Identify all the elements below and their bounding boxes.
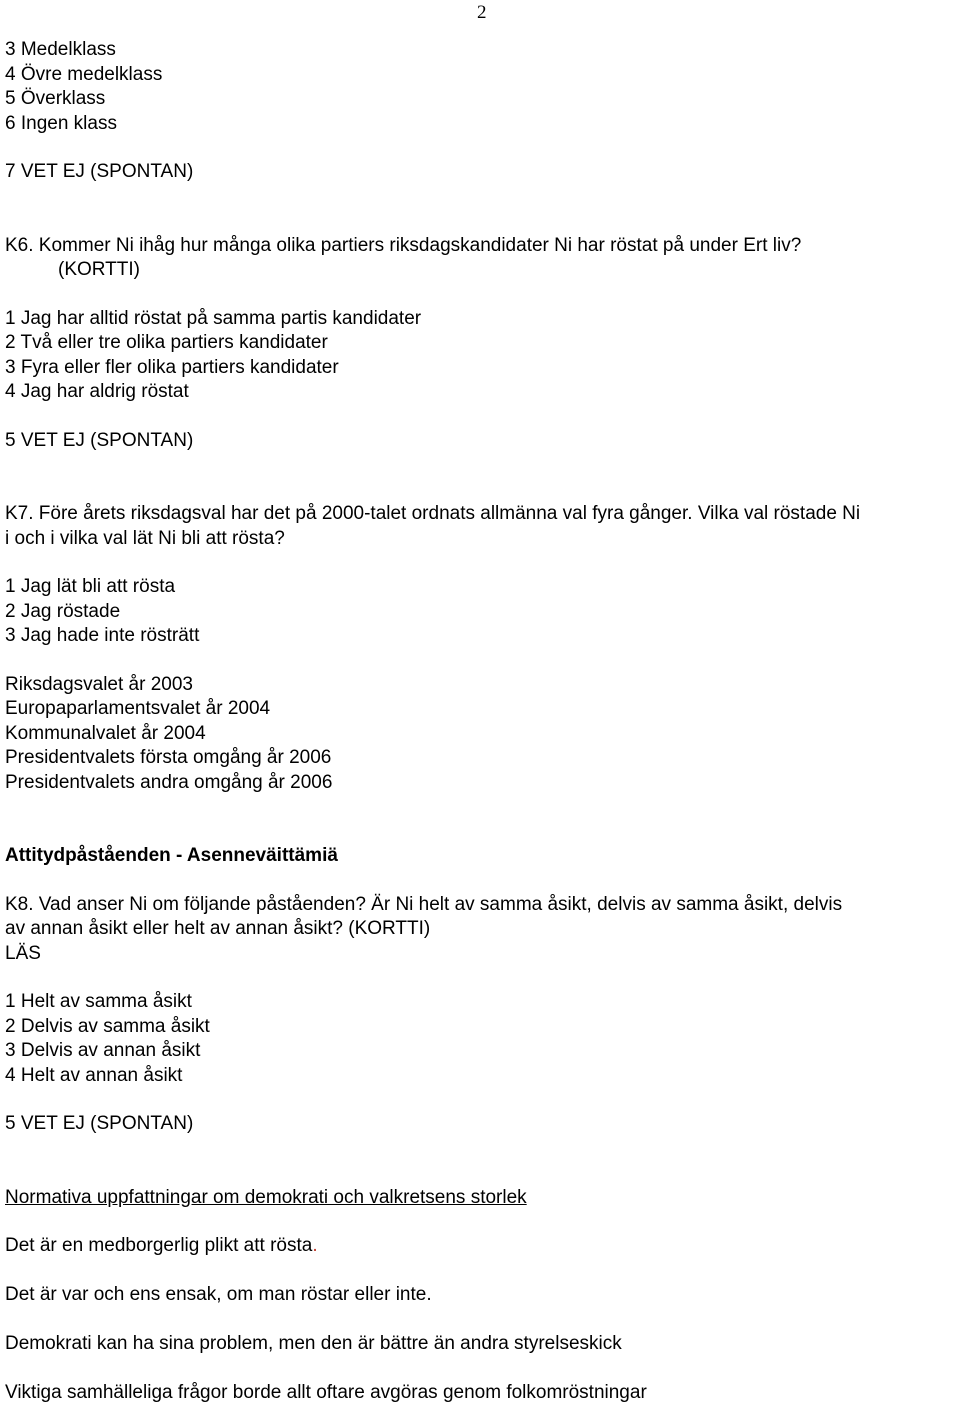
statement-2: Det är var och ens ensak, om man röstar eller inte. (5, 1284, 432, 1305)
k6-option-2: 2 Två eller tre olika partiers kandidater (5, 332, 328, 353)
k5-option-5: 5 Överklass (5, 88, 106, 109)
k7-option-3: 3 Jag hade inte rösträtt (5, 625, 200, 646)
k5-option-6: 6 Ingen klass (5, 113, 117, 134)
k6-option-1: 1 Jag har alltid röstat på samma partis kandidater (5, 308, 422, 329)
k6-dont-know: 5 VET EJ (SPONTAN) (5, 430, 194, 451)
k7-option-1: 1 Jag lät bli att rösta (5, 576, 176, 597)
k7-option-2: 2 Jag röstade (5, 601, 121, 622)
k8-question-line2: av annan åsikt eller helt av annan åsikt? (KORTTI) (5, 918, 431, 939)
k8-read-note: LÄS (5, 943, 41, 964)
k7-question-line2: i och i vilka val lät Ni bli att rösta? (5, 528, 285, 549)
k6-option-3: 3 Fyra eller fler olika partiers kandidater (5, 357, 339, 378)
statement-3: Demokrati kan ha sina problem, men den är bättre än andra styrelseskick (5, 1333, 622, 1354)
statement-1-text: Det är en medborgerlig plikt att rösta (5, 1235, 313, 1256)
k8-option-4: 4 Helt av annan åsikt (5, 1065, 183, 1086)
k8-question-line1: K8. Vad anser Ni om följande påståenden? Är Ni helt av samma åsikt, delvis av samma åsikt, delvis (5, 894, 843, 915)
k6-option-4: 4 Jag har aldrig röstat (5, 381, 189, 402)
page-number: 2 (477, 2, 487, 23)
statement-1-punct: . (312, 1235, 318, 1256)
k5-option-4: 4 Övre medelklass (5, 64, 163, 85)
k7-election-4: Presidentvalets första omgång år 2006 (5, 747, 332, 768)
k7-question-line1: K7. Före årets riksdagsval har det på 2000-talet ordnats allmänna val fyra gånger. Vilka val röstade Ni (5, 503, 861, 524)
k8-option-2: 2 Delvis av samma åsikt (5, 1016, 210, 1037)
k8-dont-know: 5 VET EJ (SPONTAN) (5, 1113, 194, 1134)
k5-dont-know: 7 VET EJ (SPONTAN) (5, 161, 194, 182)
k8-option-3: 3 Delvis av annan åsikt (5, 1040, 201, 1061)
k7-election-3: Kommunalvalet år 2004 (5, 723, 206, 744)
statement-4: Viktiga samhälleliga frågor borde allt oftare avgöras genom folkomröstningar (5, 1382, 647, 1403)
k7-election-5: Presidentvalets andra omgång år 2006 (5, 772, 333, 793)
section-heading: Attitydpåståenden - Asenneväittämiä (5, 845, 338, 866)
subsection-heading: Normativa uppfattningar om demokrati och valkretsens storlek (5, 1187, 527, 1208)
statement-1 (5, 1235, 318, 1257)
k6-question: K6. Kommer Ni ihåg hur många olika partiers riksdagskandidater Ni har röstat på under Ert liv? (5, 235, 802, 256)
k7-election-2: Europaparlamentsvalet år 2004 (5, 698, 271, 719)
k7-election-1: Riksdagsvalet år 2003 (5, 674, 193, 695)
k8-option-1: 1 Helt av samma åsikt (5, 991, 192, 1012)
k5-option-3: 3 Medelklass (5, 39, 116, 60)
k6-note: (KORTTI) (58, 259, 140, 280)
